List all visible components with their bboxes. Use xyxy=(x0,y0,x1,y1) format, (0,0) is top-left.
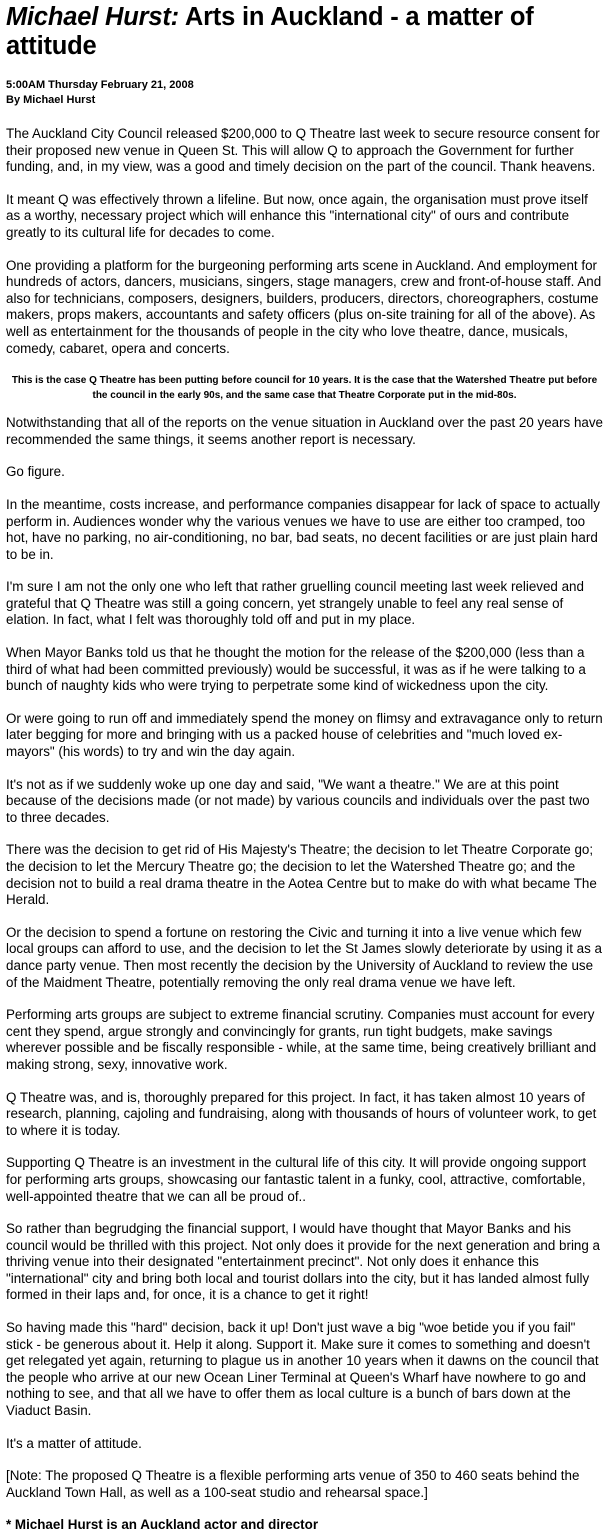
article-body-intro xyxy=(6,126,603,357)
article-meta xyxy=(6,78,603,108)
paragraph: When Mayor Banks told us that he thought the motion for the release of the $200,000 (less than a third of what had been committed previously) would be successful, it was as if he were talking to a bunch of naughty kids who were trying to perpetrate some kind of wickedness upon the city. xyxy=(6,645,586,694)
paragraph: One providing a platform for the burgeoning performing arts scene in Auckland. And employment for hundreds of actors, dancers, musicians, singers, stage managers, crew and front-of-house staff. And also for technicians, composers, designers, builders, producers, directors, choreographers, costume makers, props makers, accountants and safety officers (plus on-site training for all of the above). As well as entertainment for the thousands of people in the city who love theatre, dance, musicals, comedy, cabaret, opera and concerts. xyxy=(6,257,602,356)
paragraph: It's a matter of attitude. xyxy=(6,1435,142,1451)
paragraph: In the meantime, costs increase, and performance companies disappear for lack of space to actually perform in. Audiences wonder why the various venues we have to use are either too cramped, too hot, have no parking, no air-conditioning, no bar, bad seats, no decent facilities or are just plain hard to be in. xyxy=(6,496,600,562)
headline-author: Michael Hurst: xyxy=(6,3,179,31)
byline: By Michael Hurst xyxy=(6,94,96,106)
paragraph: Q Theatre was, and is, thoroughly prepared for this project. In fact, it has taken almost 10 years of research, planning, cajoling and fundraising, along with thousands of hours of volunteer work, to get to where it is today. xyxy=(6,1089,597,1138)
paragraph: Performing arts groups are subject to extreme financial scrutiny. Companies must account for every cent they spend, argue strongly and convincingly for grants, run tight budgets, make savings wherever possible and be fiscally responsible - while, at the same time, being creatively brilliant and making strong, sexy, innovative work. xyxy=(6,1007,597,1072)
paragraph: Notwithstanding that all of the reports on the venue situation in Auckland over the past 20 years have recommended the same things, it seems another report is necessary. xyxy=(6,415,604,447)
paragraph: It's not as if we suddenly woke up one day and said, "We want a theatre." We are at this point because of the decisions made (or not made) by various councils and individuals over the past two to three decades. xyxy=(6,776,590,825)
author-note: * Michael Hurst is an Auckland actor and director xyxy=(6,1517,319,1533)
paragraph: It meant Q was effectively thrown a lifeline. But now, once again, the organisation must prove itself as a worthy, necessary project which will enhance this "international city" of ours and contribute greatly to its cultural life for decades to come. xyxy=(6,191,588,240)
headline-title: Arts in Auckland - a matter of attitude xyxy=(6,3,534,60)
paragraph: Supporting Q Theatre is an investment in the cultural life of this city. It will provide ongoing support for performing arts groups, showcasing our fantastic talent in a funky, cool, attractive, comfortable, well-appointed theatre that we can all be proud of.. xyxy=(6,1155,587,1204)
pull-quote: This is the case Q Theatre has been putting before council for 10 years. It is the case that the Watershed Theatre put before the council in the early 90s, and the same case that Theatre Corporate put in the mid-80s. xyxy=(11,375,598,402)
article-headline xyxy=(6,3,603,61)
editor-note: [Note: The proposed Q Theatre is a flexible performing arts venue of 350 to 460 seats behind the Auckland Town Hall, as well as a 100-seat studio and rehearsal space.] xyxy=(6,1468,580,1500)
paragraph: There was the decision to get rid of His Majesty's Theatre; the decision to let Theatre Corporate go; the decision to let the Mercury Theatre go; the decision to let the Watershed Theatre go; and the decision not to build a real drama theatre in the Aotea Centre but to make do with what became The Herald. xyxy=(6,842,597,908)
paragraph: Go figure. xyxy=(6,464,65,480)
article-body-main xyxy=(6,415,603,1501)
paragraph: The Auckland City Council released $200,000 to Q Theatre last week to secure resource consent for their proposed new venue in Queen St. This will allow Q to approach the Government for further funding, and, in my view, was a good and timely decision on the part of the council. Thank heavens. xyxy=(6,126,600,175)
paragraph: So having made this "hard" decision, back it up! Don't just wave a big "woe betide you if you fail" stick - be generous about it. Help it along. Support it. Make sure it comes to something and doesn't get relegated yet again, returning to plague us in another 10 years when it dawns on the council that the people who arrive at our new Ocean Liner Terminal at Queen's Wharf have nowhere to go and nothing to see, and that all we have to offer them as local culture is a bunch of bars down at the Viaduct Basin. xyxy=(6,1320,599,1419)
dateline: 5:00AM Thursday February 21, 2008 xyxy=(6,79,194,91)
paragraph: Or the decision to spend a fortune on restoring the Civic and turning it into a live venue which few local groups can afford to use, and the decision to let the St James slowly deteriorate by using it as a dance party venue. Then most recently the decision by the University of Auckland to review the use of the Maidment Theatre, potentially removing the only real drama venue we have left. xyxy=(6,924,602,990)
paragraph: I'm sure I am not the only one who left that rather gruelling council meeting last week relieved and grateful that Q Theatre was still a going concern, yet strangely unable to feel any real sense of elation. In fact, what I felt was thoroughly told off and put in my place. xyxy=(6,579,584,628)
paragraph: So rather than begrudging the financial support, I would have thought that Mayor Banks and his council would be thrilled with this project. Not only does it provide for the next generation and bring a thriving venue into their designated "entertainment precinct". Not only does it enhance this "international" city and bring both local and tourist dollars into the city, but it has landed almost fully formed in their laps and, for once, it is a chance to get it right! xyxy=(6,1221,600,1303)
paragraph: Or were going to run off and immediately spend the money on flimsy and extravagance only to return later begging for more and bringing with us a packed house of celebrities and "much loved ex-mayors" (his words) to try and win the day again. xyxy=(6,710,603,760)
